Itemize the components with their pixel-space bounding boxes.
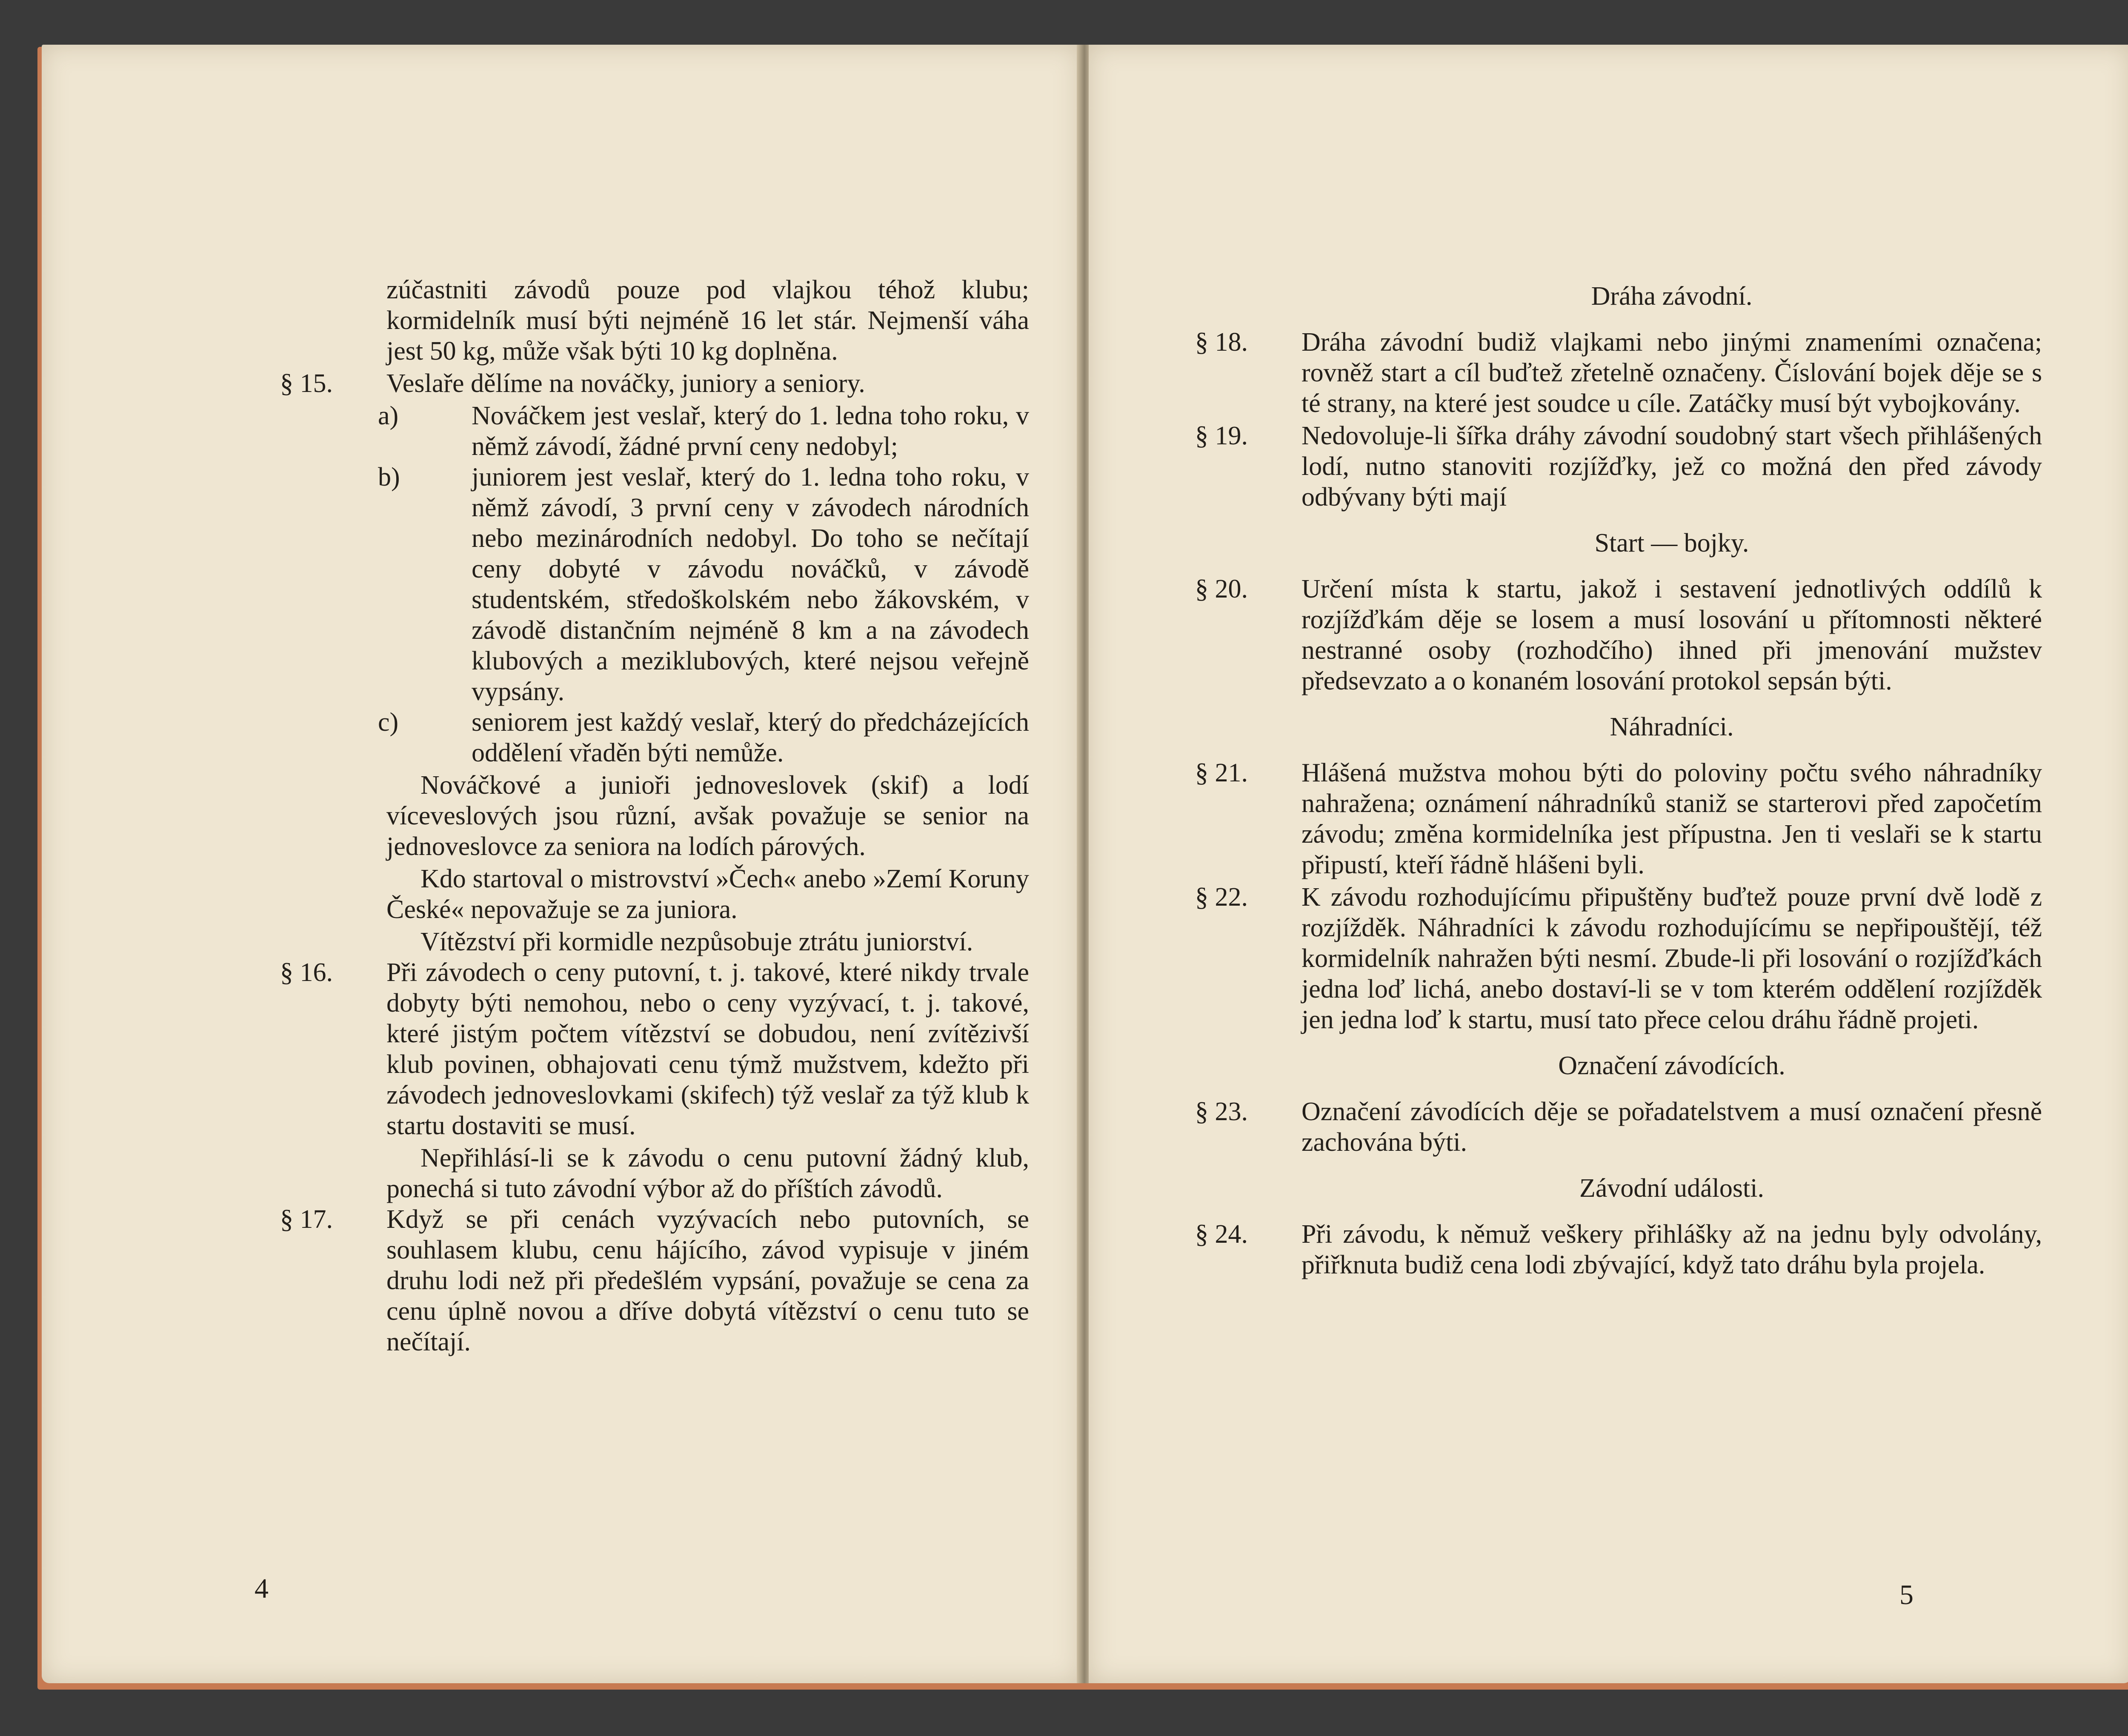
item-letter: a) bbox=[378, 401, 399, 430]
paragraph-number: § 19. bbox=[1195, 421, 1248, 450]
paragraph-number: § 23. bbox=[1195, 1097, 1248, 1126]
paragraph-number: § 16. bbox=[280, 958, 333, 987]
paragraph-15 bbox=[280, 368, 1029, 399]
section-heading: Náhradníci. bbox=[1610, 712, 1734, 741]
paragraph-text: Když se při cenách vyzývacích nebo putovních, se souhlasem klubu, cenu hájícího, závod vypisuje v jiném druhu lodi než při předešlém vypsání, považuje se cena za cenu úplně novou a dříve dobytá vítězství o cenu tuto se nečítají. bbox=[386, 1205, 1029, 1356]
paragraph-text: Určení místa k startu, jakož i sestavení jednotlivých oddílů k rozjížďkám děje se losem a musí losování u přítomnosti některé nestranné osoby (rozhodčího) ihned při jmenování mužstev předsevzato a o konaném losování protokol sepsán býti. bbox=[1301, 575, 2042, 695]
paragraph-23 bbox=[1195, 1096, 2042, 1158]
paragraph-text: K závodu rozhodujícímu připuštěny buďtež pouze první dvě lodě z rozjížděk. Náhradníci k závodu rozhodujícímu se nepřipouštějí, též kormidelník nahražen býti nesmí. Zbude-li při losování o rozjížďkách jedna loď lichá, anebo dostaví-li se v tom kterém oddělení rozjížděk jen jedna loď k startu, musí tato přece celou dráhu řádně projeti. bbox=[1301, 883, 2042, 1034]
note-paragraph: Vítězství při kormidle nezpůsobuje ztrátu juniorství. bbox=[420, 927, 973, 956]
paragraph-16 bbox=[280, 957, 1029, 1141]
section-heading: Dráha závodní. bbox=[1591, 282, 1753, 311]
paragraph-text: Označení závodících děje se pořadatelstvem a musí označení přesně zachována býti. bbox=[1301, 1097, 2042, 1157]
paragraph-number: § 17. bbox=[280, 1205, 333, 1234]
continuation-paragraph: zúčastniti závodů pouze pod vlajkou téhož klubu; kormidelník musí býti nejméně 16 let stár. Nejmenší váha jest 50 kg, může však býti 10 kg doplněna. bbox=[386, 275, 1029, 366]
item-c bbox=[280, 707, 1029, 768]
paragraph-text: Při závodu, k němuž veškery přihlášky až na jednu byly odvolány, přiřknuta budiž cena lodi zbývající, když tato dráhu byla projela. bbox=[1301, 1220, 2042, 1279]
paragraph-number: § 21. bbox=[1195, 758, 1248, 787]
page-number: 4 bbox=[255, 1573, 269, 1604]
item-letter: c) bbox=[378, 708, 399, 737]
paragraph-20 bbox=[1195, 574, 2042, 696]
paragraph-number: § 18. bbox=[1195, 328, 1248, 357]
item-letter: b) bbox=[378, 463, 400, 492]
right-page bbox=[1089, 45, 2128, 1683]
paragraph-text: Nedovoluje-li šířka dráhy závodní soudobný start všech přihlášených lodí, nutno stanoviti rozjížďky, jež co možná den před závody odbývany býti mají bbox=[1301, 421, 2042, 512]
paragraph-number: § 24. bbox=[1195, 1220, 1248, 1249]
section-heading: Závodní události. bbox=[1579, 1174, 1764, 1203]
paragraph-22 bbox=[1195, 882, 2042, 1035]
page-number: 5 bbox=[1899, 1579, 1913, 1610]
note-paragraph: Kdo startoval o mistrovství »Čech« anebo »Zemí Koruny České« nepovažuje se za juniora. bbox=[386, 864, 1029, 924]
paragraph-text: Hlášená mužstva mohou býti do poloviny počtu svého náhradníky nahražena; oznámení náhradníků staniž se starterovi před započetím závodu; změna kormidelníka jest přípustna. Jen ti veslaři se k startu připustí, kteří řádně hlášeni byli. bbox=[1301, 758, 2042, 879]
paragraph-21 bbox=[1195, 758, 2042, 880]
paragraph-text: Veslaře dělíme na nováčky, juniory a seniory. bbox=[386, 369, 865, 398]
paragraph-17 bbox=[280, 1204, 1029, 1357]
paragraph-24 bbox=[1195, 1219, 2042, 1280]
paragraph-text: Při závodech o ceny putovní, t. j. takové, které nikdy trvale dobyty býti nemohou, nebo o ceny vyzývací, t. j. takové, které jistým počtem vítězství se dobudou, není zvítězivší klub povinen, obhajovati cenu týmž mužstvem, kdežto při závodech jednoveslovkami (skifech) týž veslař za týž klub k startu dostaviti se musí. bbox=[386, 958, 1029, 1140]
item-text: seniorem jest každý veslař, který do předcházejících oddělení vřaděn býti nemůže. bbox=[472, 708, 1029, 767]
paragraph-number: § 15. bbox=[280, 369, 333, 398]
note-paragraph: Nováčkové a junioři jednoveslovek (skif) a lodí víceveslových jsou různí, avšak považuje se senior na jednoveslovce za seniora na lodích párových. bbox=[386, 771, 1029, 861]
left-page bbox=[42, 45, 1080, 1683]
item-text: juniorem jest veslař, který do 1. ledna toho roku, v němž závodí, 3 první ceny v závodech národních nebo mezinárodních nedobyl. Do toho se nečítají ceny dobyté v závodu nováčků, v závodě studentském, středoškolském nebo žákovském, v závodě distančním nejméně 8 km a na závodech klubových a meziklubových, které nejsou veřejně vypsány. bbox=[472, 463, 1029, 706]
item-text: Nováčkem jest veslař, který do 1. ledna toho roku, v němž závodí, žádné první ceny nedobyl; bbox=[472, 401, 1029, 461]
paragraph-number: § 20. bbox=[1195, 575, 1248, 603]
paragraph-text: Dráha závodní budiž vlajkami nebo jinými znameními označena; rovněž start a cíl buďtež zřetelně označeny. Číslování bojek děje se s té strany, na které jest soudce u cíle. Zatáčky musí být vybojkovány. bbox=[1301, 328, 2042, 418]
left-page-text bbox=[280, 275, 1029, 1359]
paragraph-19 bbox=[1195, 420, 2042, 512]
paragraph-number: § 22. bbox=[1195, 883, 1248, 912]
section-heading: Start — bojky. bbox=[1594, 529, 1749, 558]
item-b bbox=[280, 462, 1029, 707]
item-a bbox=[280, 400, 1029, 462]
section-heading: Označení závodících. bbox=[1558, 1051, 1785, 1080]
note-paragraph: Nepřihlásí-li se k závodu o cenu putovní žádný klub, ponechá si tuto závodní výbor až do příštích závodů. bbox=[386, 1144, 1029, 1203]
paragraph-18 bbox=[1195, 327, 2042, 419]
right-page-text bbox=[1195, 281, 2042, 1282]
